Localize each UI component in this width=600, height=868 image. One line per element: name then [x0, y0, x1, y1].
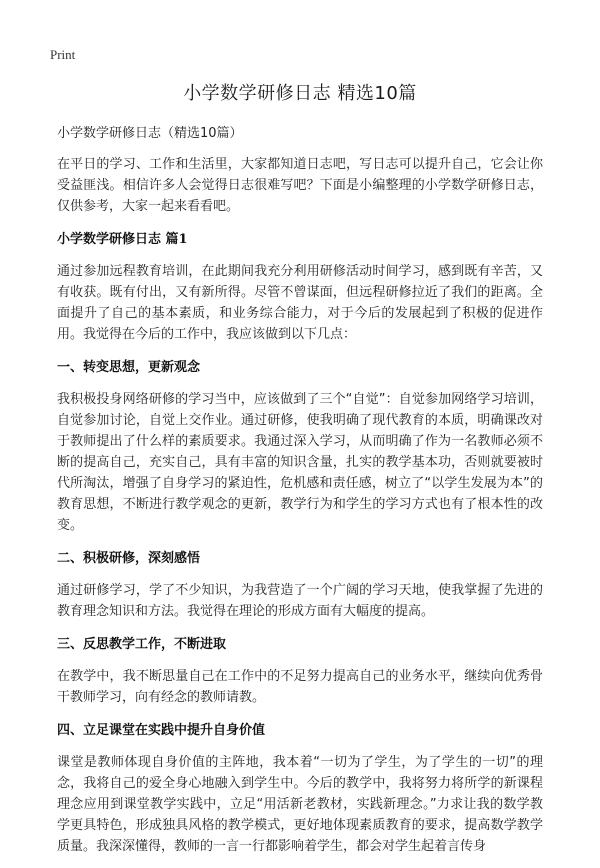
section-heading: 小学数学研修日志 篇1: [57, 232, 188, 247]
page-title: 小学数学研修日志 精选10篇: [183, 83, 417, 104]
point-2-heading: 二、积极研修，深刻感悟: [57, 551, 201, 566]
article-content: [57, 122, 543, 868]
point-3-paragraph: 在教学中，我不断思量自己在工作中的不足努力提高自己的业务水平，继续向优秀骨干教师学习，向有经念的教师请教。: [57, 669, 543, 705]
point-4-heading: 四、立足课堂在实践中提升自身价值: [57, 723, 266, 738]
article-subtitle: 小学数学研修日志（精选10篇）: [57, 126, 243, 141]
point-3-heading: 三、反思教学工作，不断进取: [57, 637, 227, 652]
section-intro-paragraph: 通过参加远程教育培训，在此期间我充分利用研修活动时间学习，感到既有辛苦，又有收获。既有付出，又有新所得。尽管不曾谋面，但远程研修拉近了我们的距离。全面提升了自己的基本素质，和业务综合能力，对于今后的发展起到了积极的促进作用。我觉得在今后的工作中，我应该做到以下几点：: [57, 264, 543, 342]
point-2-paragraph: 通过研修学习，学了不少知识，为我营造了一个广阔的学习天地，使我掌握了先进的教育理念知识和方法。我觉得在理论的形成方面有大幅度的提高。: [57, 583, 543, 619]
point-1-paragraph: 我积极投身网络研修的学习当中，应该做到了三个“自觉”：自觉参加网络学习培训，自觉参加讨论，自觉上交作业。通过研修，使我明确了现代教育的本质，明确课改对于教师提出了什么样的素质要求。我通过深入学习，从而明确了作为一名教师必须不断的提高自己，充实自己，具有丰富的知识含量，扎实的教学基本功，否则就要被时代所淘汰，增强了自身学习的紧迫性，危机感和责任感，树立了“以学生发展为本”的教育思想，不断进行教学观念的更新，教学行为和学生的学习方式也有了根本性的改变。: [57, 392, 543, 533]
point-4-paragraph: 课堂是教师体现自身价值的主阵地，我本着“一切为了学生，为了学生的一切”的理念，我将自己的爱全身心地融入到学生中。今后的教学中，我将努力将所学的新课程理念应用到课堂教学实践中，立足“用活新老教材，实践新理念。”力求让我的数学教学更具特色，形成独具风格的教学模式，更好地体现素质教育的要求，提高数学教学质量。我深深懂得，教师的一言一行都影响着学生，都会对学生起着言传身: [57, 755, 543, 854]
print-link[interactable]: Print: [50, 47, 76, 62]
intro-paragraph: 在平日的学习、工作和生活里，大家都知道日志吧，写日志可以提升自己，它会让你受益匪浅。相信许多人会觉得日志很难写吧？下面是小编整理的小学数学研修日志，仅供参考，大家一起来看看吧。: [57, 157, 543, 214]
point-1-heading: 一、转变思想，更新观念: [57, 360, 201, 375]
